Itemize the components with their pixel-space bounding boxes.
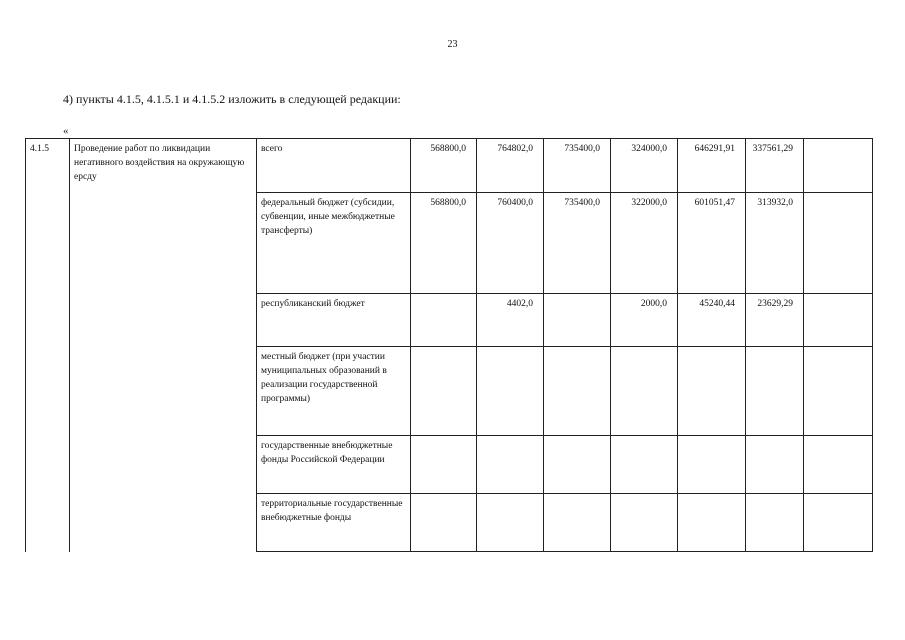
page-number: 23 xyxy=(447,39,458,50)
table-row-total xyxy=(26,139,873,193)
value-cell: 764802,0 xyxy=(477,139,544,193)
funding-source: территориальные государственные внебюджетные фонды xyxy=(257,494,411,552)
value-cell xyxy=(678,347,746,436)
value-cell: 568800,0 xyxy=(411,139,477,193)
value-cell xyxy=(804,139,873,193)
value-cell xyxy=(611,494,678,552)
value-cell: 601051,47 xyxy=(678,193,746,294)
value-cell xyxy=(678,436,746,494)
value-cell: 23629,29 xyxy=(746,294,804,347)
value-cell: 324000,0 xyxy=(611,139,678,193)
value-cell: 735400,0 xyxy=(544,193,611,294)
opening-quote-mark: « xyxy=(63,125,69,137)
value-cell xyxy=(746,436,804,494)
value-cell xyxy=(804,436,873,494)
value-cell: 45240,44 xyxy=(678,294,746,347)
value-cell xyxy=(611,436,678,494)
value-cell xyxy=(477,436,544,494)
value-cell xyxy=(411,494,477,552)
value-cell: 337561,29 xyxy=(746,139,804,193)
value-cell: 568800,0 xyxy=(411,193,477,294)
budget-table xyxy=(25,138,873,552)
value-cell: 760400,0 xyxy=(477,193,544,294)
funding-source: республиканский бюджет xyxy=(257,294,411,347)
item-code: 4.1.5 xyxy=(26,139,70,552)
value-cell xyxy=(544,294,611,347)
value-cell xyxy=(477,347,544,436)
value-cell xyxy=(611,347,678,436)
amendment-intro-text: 4) пункты 4.1.5, 4.1.5.1 и 4.1.5.2 изложить в следующей редакции: xyxy=(63,92,401,106)
value-cell xyxy=(746,347,804,436)
value-cell xyxy=(804,193,873,294)
value-cell: 735400,0 xyxy=(544,139,611,193)
funding-source: местный бюджет (при участии муниципальных образований в реализации государственной программы) xyxy=(257,347,411,436)
value-cell xyxy=(804,494,873,552)
item-title: Проведение работ по ликвидации негативного воздействия на окружающую ерсду xyxy=(70,139,257,552)
value-cell: 4402,0 xyxy=(477,294,544,347)
value-cell xyxy=(544,347,611,436)
value-cell xyxy=(804,347,873,436)
value-cell: 2000,0 xyxy=(611,294,678,347)
funding-source: всего xyxy=(257,139,411,193)
value-cell xyxy=(477,494,544,552)
funding-source: государственные внебюджетные фонды Российской Федерации xyxy=(257,436,411,494)
value-cell xyxy=(746,494,804,552)
funding-source: федеральный бюджет (субсидии, субвенции, иные межбюджетные трансферты) xyxy=(257,193,411,294)
value-cell: 322000,0 xyxy=(611,193,678,294)
value-cell xyxy=(544,436,611,494)
value-cell xyxy=(411,436,477,494)
value-cell xyxy=(544,494,611,552)
value-cell: 313932,0 xyxy=(746,193,804,294)
value-cell xyxy=(804,294,873,347)
value-cell xyxy=(411,347,477,436)
value-cell: 646291,91 xyxy=(678,139,746,193)
value-cell xyxy=(678,494,746,552)
value-cell xyxy=(411,294,477,347)
